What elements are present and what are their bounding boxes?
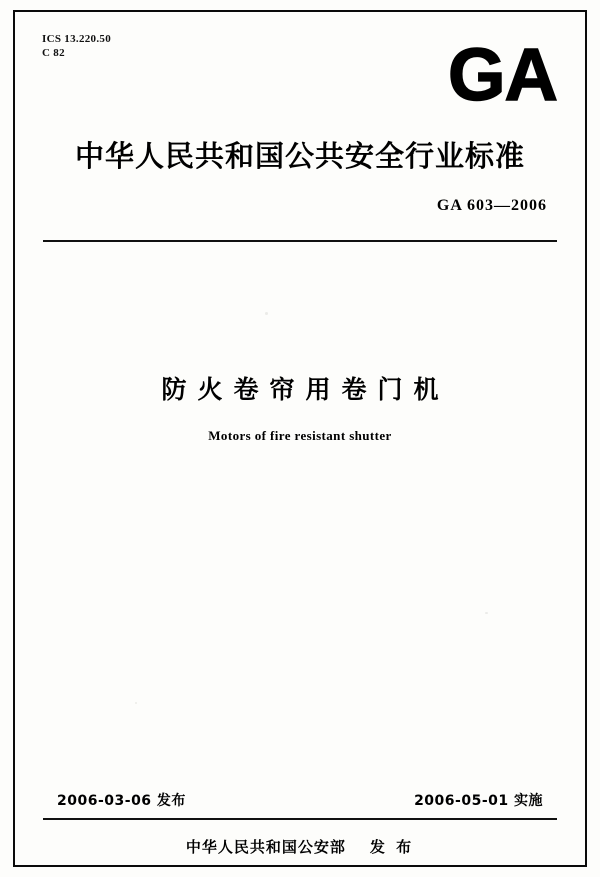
footer-divider (43, 818, 557, 820)
ga-logo: GA (448, 33, 557, 116)
document-title-cn: 防火卷帘用卷门机 (161, 375, 450, 404)
standard-org-title: 中华人民共和国公共安全行业标准 (74, 139, 525, 173)
ics-code: ICS 13.220.50 (42, 33, 111, 45)
document-title-en: Motors of fire resistant shutter (208, 428, 392, 443)
ccs-code: C 82 (42, 47, 65, 59)
scan-speckle (485, 612, 488, 614)
scan-speckle (265, 312, 268, 315)
scan-speckle (135, 702, 137, 704)
standard-number: GA 603—2006 (436, 197, 547, 214)
publisher-name: 中华人民共和国公安部 (185, 838, 346, 856)
cover-content-area (15, 12, 585, 865)
header-divider (43, 240, 557, 242)
effective-date: 2006-05-01 实施 (414, 793, 543, 809)
publisher-line (15, 836, 585, 857)
issue-date: 2006-03-06 发布 (57, 793, 186, 809)
ics-classification-block (42, 32, 111, 60)
publisher-verb: 发 布 (369, 838, 415, 856)
